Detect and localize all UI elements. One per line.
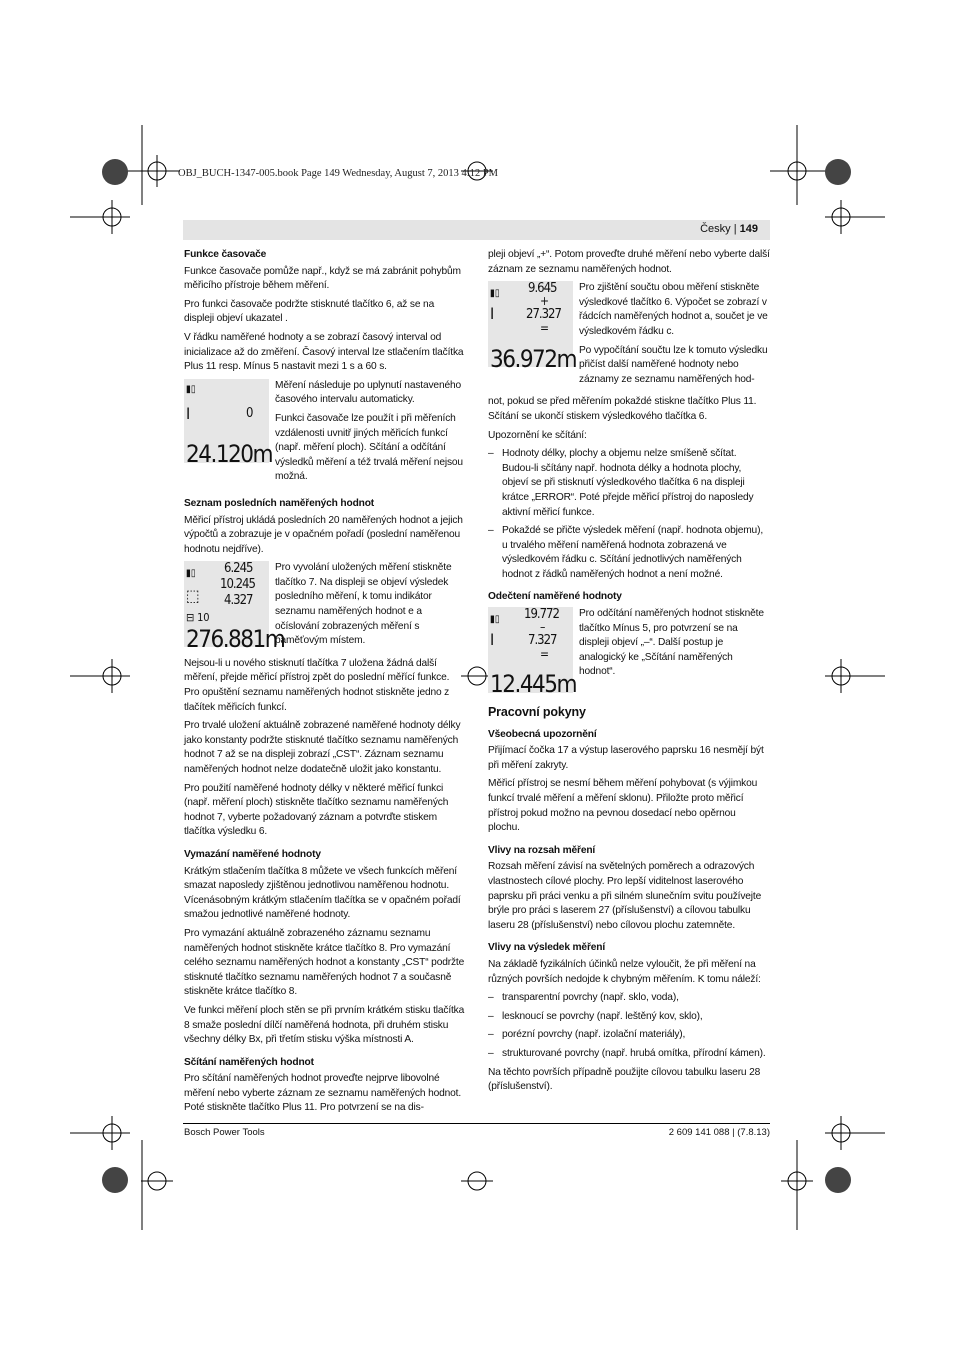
length-icon: I	[490, 304, 495, 324]
figure-timer	[184, 379, 466, 489]
footer-rule	[183, 1123, 770, 1124]
paragraph: Pro vymazání aktuálně zobrazeného záznamu seznamu naměřených hodnot stiskněte krátce tlačítko 8. Pro vymazání celého seznamu naměřených hodnot a konstanty „CST“ podržte stisknuté tlačítko seznamu naměřených hodnot 7 a současně stiskněte krátce tlačítko 8.	[184, 927, 465, 998]
lcd-row-1: 9.645	[528, 281, 557, 297]
heading-work: Pracovní pokyny	[488, 705, 586, 720]
heading-sum: Sčítání naměřených hodnot	[184, 1056, 314, 1068]
heading-range: Vlivy na rozsah měření	[488, 844, 596, 856]
right-column	[488, 248, 770, 1099]
lcd-display	[184, 379, 273, 469]
lcd-operator: =	[540, 647, 549, 662]
lcd-operator: –	[540, 620, 546, 635]
paragraph: Měřicí přístroj se nesmí během měření pohybovat (s výjimkou funkcí trvalé měření a měření sklonu). Přiložte proto měřicí přístroj pokud možno na pevnou dosedací nebo opěrnou plochu.	[488, 778, 758, 834]
footer-brand: Bosch Power Tools	[184, 1127, 265, 1138]
length-icon: I	[186, 403, 191, 423]
lcd-row-1: 19.772	[524, 607, 559, 623]
lcd-operator: =	[540, 321, 549, 336]
lcd-row-3: 4.327	[224, 593, 253, 609]
lcd-display	[184, 561, 285, 653]
paragraph: Přijímací čočka 17 a výstup laserového paprsku 16 nesmějí být při měření zakryty.	[488, 745, 764, 771]
paragraph: Pro funkci časovače podržte stisknuté tlačítko 6, až se na displeji objeví ukazatel .	[184, 298, 435, 325]
header-language: Česky	[700, 223, 731, 235]
heading-list: Seznam posledních naměřených hodnot	[184, 497, 375, 509]
figure-caption: Funkci časovače lze použít i při měřeních vzdálenosti uvnitř jiných měřicích funkcí (např. měření ploch). Sčítání a odčítání výsledků měření a též trvalá měření nejsou možná.	[275, 412, 463, 483]
page-number: 149	[739, 223, 758, 235]
figure-caption: Měření následuje po uplynutí nastaveného časového intervalu automaticky.	[275, 379, 462, 406]
lcd-operator: +	[540, 294, 549, 309]
heading-subtract: Odečtení naměřené hodnoty	[488, 591, 622, 603]
lcd-main-value: 276.881m	[186, 624, 285, 653]
lcd-row-1: 6.245	[224, 561, 253, 577]
list-item: – strukturované povrchy (např. hrubá omítka, přírodní kámen).	[488, 1047, 770, 1062]
battery-icon: ▮▯	[186, 383, 196, 395]
print-slug: OBJ_BUCH-1347-005.book Page 149 Wednesday, August 7, 2013 4:12 PM	[178, 168, 498, 179]
list-item: – Pokaždé se přičte výsledek měření (např. hodnota objemu), u trvalého měření naměřená hodnota zobrazená ve výsledkovém řádku c. Sčítání jednotlivých naměřených hodnot z řádků naměřených hodnot a není možné.	[488, 524, 770, 582]
lcd-timer-value: 0	[246, 405, 253, 421]
paragraph: pleji objeví „+“. Potom proveďte druhé měření nebo vyberte další záznam ze seznamu naměřených hodnot.	[488, 249, 770, 275]
heading-timer: Funkce časovače	[184, 249, 267, 260]
list-index: ⊟ 10	[186, 611, 210, 625]
heading-general: Všeobecná upozornění	[488, 728, 597, 740]
lcd-display	[488, 607, 577, 699]
paragraph: Pro použití naměřené hodnoty délky v některé měřicí funkci (např. měření ploch) stiskněte tlačítko seznamu naměřených hodnot 7, vyberte požadovaný záznam a potvrďte stiskem tlačítka výsledku 6.	[184, 782, 449, 838]
heading-delete: Vymazání naměřené hodnoty	[184, 848, 321, 860]
paragraph: Krátkým stlačením tlačítka 8 můžete ve všech funkcích měření smazat naposledy zjištěnou jednotlivou naměřenou hodnotu. Vícenásobným krátkým stlačením tlačítka se v opačném pořadí smažou jednotlivé naměřené hodnoty.	[184, 865, 461, 921]
lcd-main-value: 36.972m	[490, 344, 577, 373]
list-item: – porézní povrchy (např. izolační materiály),	[488, 1028, 770, 1043]
lcd-row-2: 7.327	[528, 633, 557, 649]
list-item: – transparentní povrchy (např. sklo, voda),	[488, 991, 770, 1006]
battery-icon: ▮▯	[186, 568, 196, 580]
lcd-row-2: 27.327	[526, 307, 561, 323]
lcd-main-value: 24.120m	[186, 440, 273, 469]
page-header: Česky | 149	[700, 223, 758, 235]
figure-caption: Po vypočítání součtu lze k tomuto výsledku přičíst další naměřené hodnoty nebo záznamy ze seznamu naměřených hod-	[579, 344, 768, 385]
figure-list	[184, 561, 466, 653]
paragraph: Ve funkci měření ploch stěn se při prvním krátkém stisku tlačítka 8 smaže poslední dílčí naměřená hodnota, při druhém stisku všechny délky Bx, při třetím stisku výška místnosti A.	[184, 1004, 465, 1046]
figure-subtract	[488, 607, 770, 699]
list-item: – lesknoucí se povrchy (např. leštěný kov, sklo),	[488, 1010, 770, 1025]
paragraph: Pro trvalé uložení aktuálně zobrazené naměřené hodnoty délky jako konstanty podržte stisknuté tlačítko seznamu naměřených hodnot 7 až se na displeji zobrazí „CST“. Záznam seznamu naměřených hodnot nelze dodatečně uložit jako konstantu.	[184, 720, 461, 775]
lcd-main-value: 12.445m	[490, 670, 577, 699]
length-icon: I	[490, 630, 495, 650]
paragraph: Na těchto površích případně použijte cílovou tabulku laseru 28 (příslušenství).	[488, 1066, 761, 1093]
heading-result: Vlivy na výsledek měření	[488, 942, 606, 954]
paragraph: Upozornění ke sčítání:	[488, 429, 587, 441]
battery-icon: ▮▯	[490, 288, 500, 300]
figure-caption: Pro odčítání naměřených hodnot stiskněte tlačítko Mínus 5, pro potvrzení se na displeji objeví „–“. Další postup je analogický ke „Sčítání naměřených hodnot“.	[579, 608, 764, 678]
paragraph: Pro sčítání naměřených hodnot proveďte nejprve libovolné měření nebo vyberte záznam ze seznamu naměřených hodnot. Poté stiskněte tlačítko Plus 11. Pro potvrzení se na dis-	[184, 1073, 462, 1114]
volume-icon: ⬚	[186, 586, 200, 606]
lcd-row-2: 10.245	[220, 577, 255, 593]
header-bar	[183, 220, 770, 240]
paragraph: V řádku naměřené hodnoty a se zobrazí časový interval od inicializace až do změření. Časový interval lze stlačením tlačítka Plus 11 resp. Mínus 5 nastavit mezi 1 s a 60 s.	[184, 331, 464, 373]
figure-caption: Pro zjištění součtu obou měření stiskněte výsledkové tlačítko 6. Výpočet se zobrazí v řádcích naměřených hodnot a, součet je ve výsledkovém řádku c.	[579, 282, 768, 337]
paragraph: Nejsou-li u nového stisknutí tlačítka 7 uložena žádná další měření, přejde měřicí přístroj zpět do poslední měřící funkce. Pro opuštění seznamu naměřených hodnot stiskněte jedno z tlačítek měřicích funkcí.	[184, 657, 450, 713]
footer-code: 2 609 141 088 | (7.8.13)	[668, 1127, 770, 1138]
left-column	[184, 248, 466, 1120]
paragraph: Měřicí přístroj ukládá posledních 20 naměřených hodnot a jejich výpočtů a zobrazuje je v opačném pořadí (poslední naměřenou hodnotu nejdříve).	[184, 514, 463, 555]
lcd-display	[488, 281, 577, 373]
battery-icon: ▮▯	[490, 614, 500, 626]
figure-sum	[488, 281, 770, 391]
list-item: – Hodnoty délky, plochy a objemu nelze smíšeně sčítat. Budou-li sčítány např. hodnota délky a hodnota plochy, objeví se při stisknutí výsledkového tlačítka 6 na displeji krátce „ERROR“. Poté přejde měřicí přístroj do naposledy aktivní měřicí funkce.	[488, 447, 770, 520]
paragraph: Rozsah měření závisí na světelných poměrech a odrazových vlastnostech cílové plochy. Pro lepší viditelnost laserového paprsku při práci venku a při silném slunečním svitu používejte brýle pro práci s laserem 27 (příslušenství) a cílovou tabulku laseru 28 (příslušenství) nebo cílovou plochu zatemněte.	[488, 861, 762, 931]
paragraph: Funkce časovače pomůže např., když se má zabránit pohybům měřicího přístroje během měření.	[184, 265, 461, 292]
paragraph: not, pokud se před měřením pokaždé stiskne tlačítko Plus 11. Sčítání se ukončí stiskem výsledkového tlačítka 6.	[488, 396, 757, 422]
figure-caption: Pro vyvolání uložených měření stiskněte tlačítko 7. Na displeji se objeví výsledek posledního měření, k tomu indikátor seznamu naměřených hodnot e a očíslování zobrazených měření s paměťovým místem.	[275, 562, 452, 647]
paragraph: Na základě fyzikálních účinků nelze vyloučit, že při měření na různých površích nedojde k chybným měřením. K tomu náleží:	[488, 958, 761, 985]
